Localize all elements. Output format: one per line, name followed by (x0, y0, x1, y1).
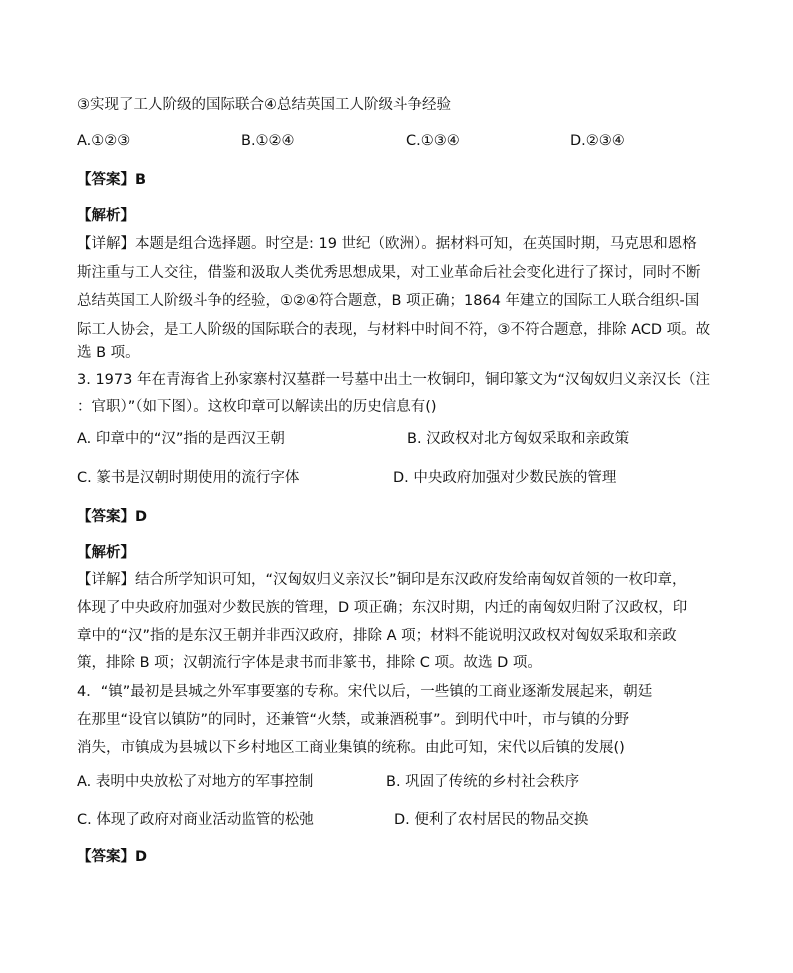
q4-stem-line: 消失，市镇成为县城以下乡村地区工商业集镇的统称。由此可知，宋代以后镇的发展() (77, 740, 625, 756)
q2-explanation-line: 【详解】本题是组合选择题。时空是: 19 世纪（欧洲）。据材料可知，在英国时期，马克思和恩格 (77, 236, 697, 252)
q2-option-b: B.①②④ (241, 133, 295, 149)
q2-explanation-line: 际工人协会，是工人阶级的国际联合的表现，与材料中时间不符，③不符合题意，排除 ACD 项。故 (77, 322, 711, 338)
q4-option-b: B. 巩固了传统的乡村社会秩序 (386, 774, 580, 790)
q4-stem-line: 在那里“设官以镇防”的同时，还兼管“火禁，或兼酒税事”。到明代中叶，市与镇的分野 (77, 712, 630, 728)
q3-analysis-label: 【解析】 (77, 545, 135, 561)
q2-explanation-line: 选 B 项。 (77, 345, 140, 361)
q2-answer: 【答案】B (77, 172, 147, 188)
q2-explanation-line: 总结英国工人阶级斗争的经验，①②④符合题意，B 项正确；1864 年建立的国际工人联合组织-国 (77, 293, 700, 309)
q2-option-c: C.①③④ (406, 133, 460, 149)
q2-stem-tail: ③实现了工人阶级的国际联合④总结英国工人阶级斗争经验 (77, 97, 451, 113)
q2-explanation-line: 斯注重与工人交往，借鉴和汲取人类优秀思想成果，对工业革命后社会变化进行了探讨，同时不断 (77, 265, 701, 281)
q3-stem-line: 3. 1973 年在青海省上孙家寨村汉墓群一号墓中出土一枚铜印，铜印篆文为“汉匈奴归义亲汉长（注 (77, 372, 710, 388)
q3-option-d: D. 中央政府加强对少数民族的管理 (393, 470, 617, 486)
q3-explanation-line: 策，排除 B 项；汉朝流行字体是隶书而非篆书，排除 C 项。故选 D 项。 (77, 655, 542, 671)
q3-option-c: C. 篆书是汉朝时期使用的流行字体 (77, 470, 300, 486)
q4-stem-line: 4．“镇”最初是县城之外军事要塞的专称。宋代以后，一些镇的工商业逐渐发展起来，朝廷 (77, 684, 653, 700)
q4-option-d: D. 便利了农村居民的物品交换 (394, 812, 589, 828)
q2-analysis-label: 【解析】 (77, 208, 135, 224)
q3-option-a: A. 印章中的“汉”指的是西汉王朝 (77, 431, 285, 447)
q4-option-c: C. 体现了政府对商业活动监管的松弛 (77, 812, 314, 828)
q3-answer: 【答案】D (77, 509, 148, 525)
q3-option-b: B. 汉政权对北方匈奴采取和亲政策 (407, 431, 630, 447)
q4-option-a: A. 表明中央放松了对地方的军事控制 (77, 774, 314, 790)
q3-explanation-line: 【详解】结合所学知识可知，“汉匈奴归义亲汉长”铜印是东汉政府发给南匈奴首领的一枚印章， (77, 572, 687, 588)
q4-answer: 【答案】D (77, 849, 148, 865)
q3-explanation-line: 章中的“汉”指的是东汉王朝并非西汉政府，排除 A 项；材料不能说明汉政权对匈奴采取和亲政 (77, 628, 677, 644)
q3-stem-line: ：官职）”（如下图）。这枚印章可以解读出的历史信息有() (77, 399, 437, 415)
q2-option-a: A.①②③ (77, 133, 131, 149)
q2-option-d: D.②③④ (570, 133, 625, 149)
q3-explanation-line: 体现了中央政府加强对少数民族的管理，D 项正确；东汉时期，内迁的南匈奴归附了汉政权，印 (77, 600, 688, 616)
